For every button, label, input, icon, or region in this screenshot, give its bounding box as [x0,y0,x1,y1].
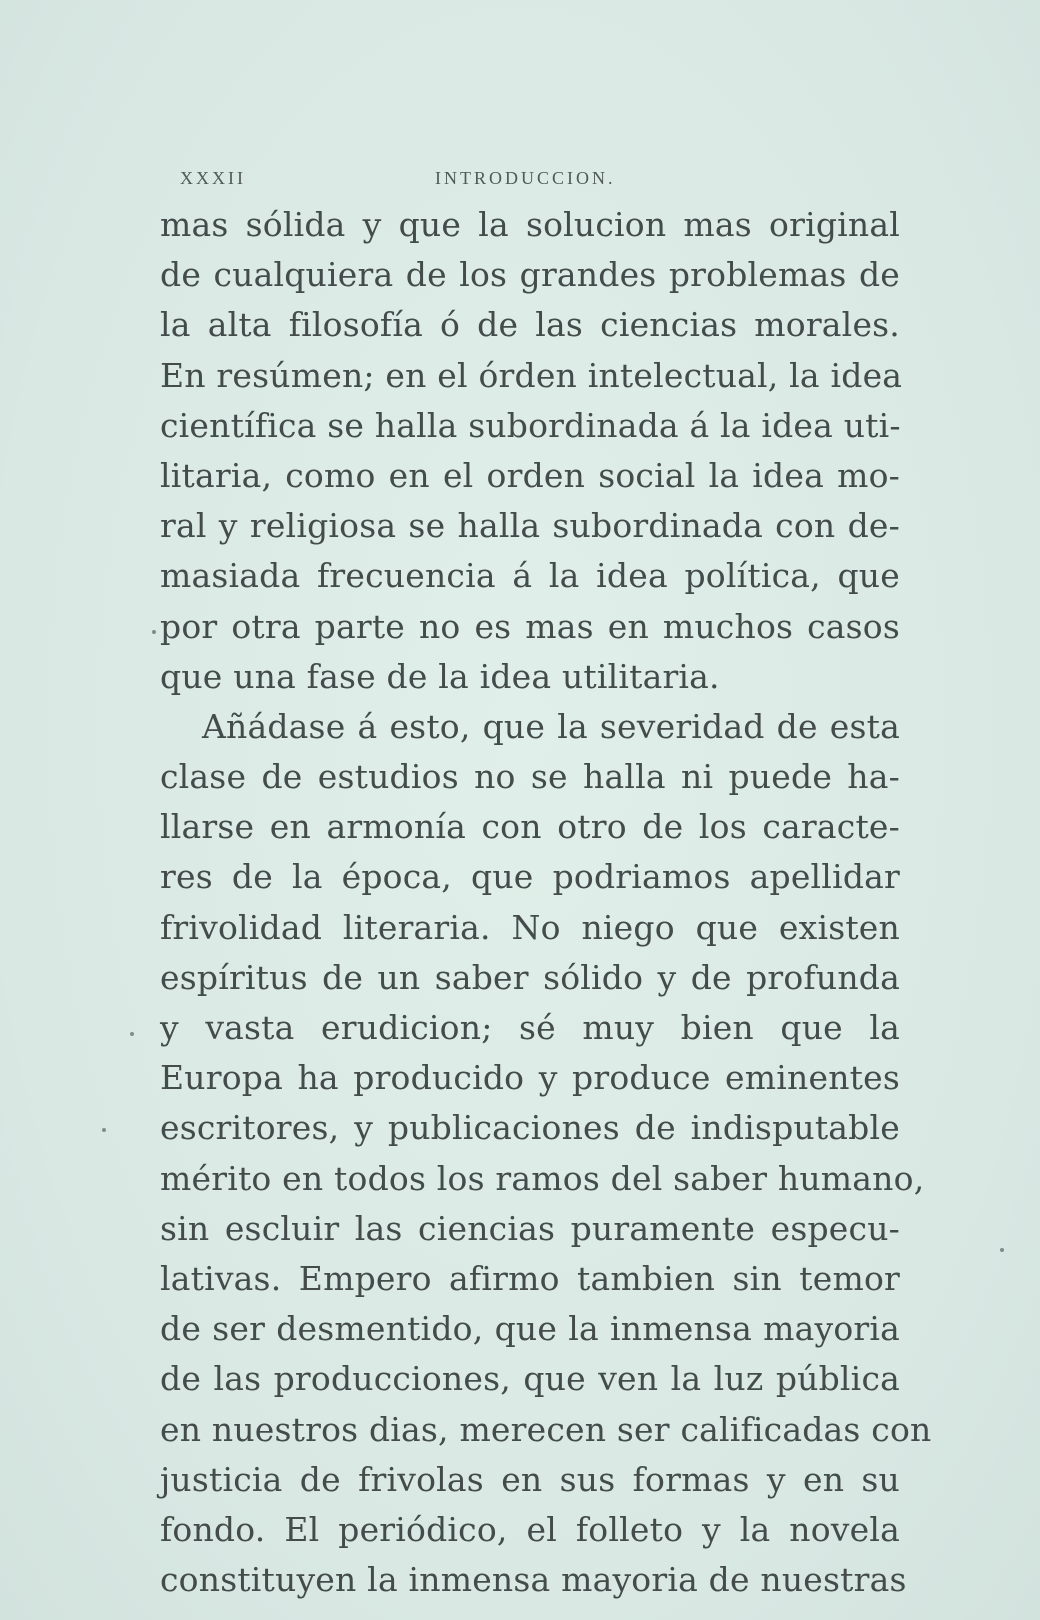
text-line: científica se halla subordinada á la idea uti- [160,405,901,445]
text-line: en nuestros dias, merecen ser calificadas con [160,1409,932,1449]
text-line: mas sólida y que la solucion mas original [160,205,900,244]
text-line: frivolidad literaria. No niego que existen [160,907,900,947]
text-line: que una fase de la idea utilitaria. [160,656,720,696]
print-speck [1000,1248,1004,1252]
print-speck [102,1128,106,1132]
text-line: litaria, como en el orden social la idea mo- [160,455,900,495]
text-line: de ser desmentido, que la inmensa mayoria [160,1309,900,1349]
text-line: masiada frecuencia á la idea política, que [160,556,900,596]
text-line: Europa ha producido y produce eminentes [160,1058,900,1098]
text-line: llarse en armonía con otro de los caracte- [160,807,900,847]
text-line: justicia de frivolas en sus formas y en su [160,1459,900,1499]
body-text [160,200,932,1605]
running-head: INTRODUCCION. [435,168,616,188]
text-line: res de la época, que podriamos apellidar [160,857,900,897]
page-header [180,168,900,192]
text-line: sin escluir las ciencias puramente especu- [160,1208,900,1248]
text-line: clase de estudios no se halla ni puede ha- [160,757,900,797]
print-speck [152,630,156,634]
text-line: fondo. El periódico, el folleto y la novela [160,1509,900,1549]
text-line: de cualquiera de los grandes problemas de [160,255,900,295]
page-number: XXXII [180,168,246,188]
text-line: de las producciones, que ven la luz pública [160,1359,900,1399]
text-line: mérito en todos los ramos del saber humano, [160,1158,925,1198]
text-line: lativas. Empero afirmo tambien sin temor [160,1258,900,1298]
text-line: ral y religiosa se halla subordinada con de- [160,506,900,546]
text-line: Añádase á esto, que la severidad de esta [202,706,900,746]
text-line: por otra parte no es mas en muchos casos [160,606,900,646]
text-line: la alta filosofía ó de las ciencias morales. [160,305,900,345]
text-line: En resúmen; en el órden intelectual, la idea [160,355,903,395]
text-line: escritores, y publicaciones de indisputable [160,1108,900,1148]
text-line: constituyen la inmensa mayoria de nuestras [160,1560,907,1600]
text-line: y vasta erudicion; sé muy bien que la [160,1008,900,1047]
print-speck [130,1032,134,1036]
text-line: espíritus de un saber sólido y de profunda [160,957,900,997]
